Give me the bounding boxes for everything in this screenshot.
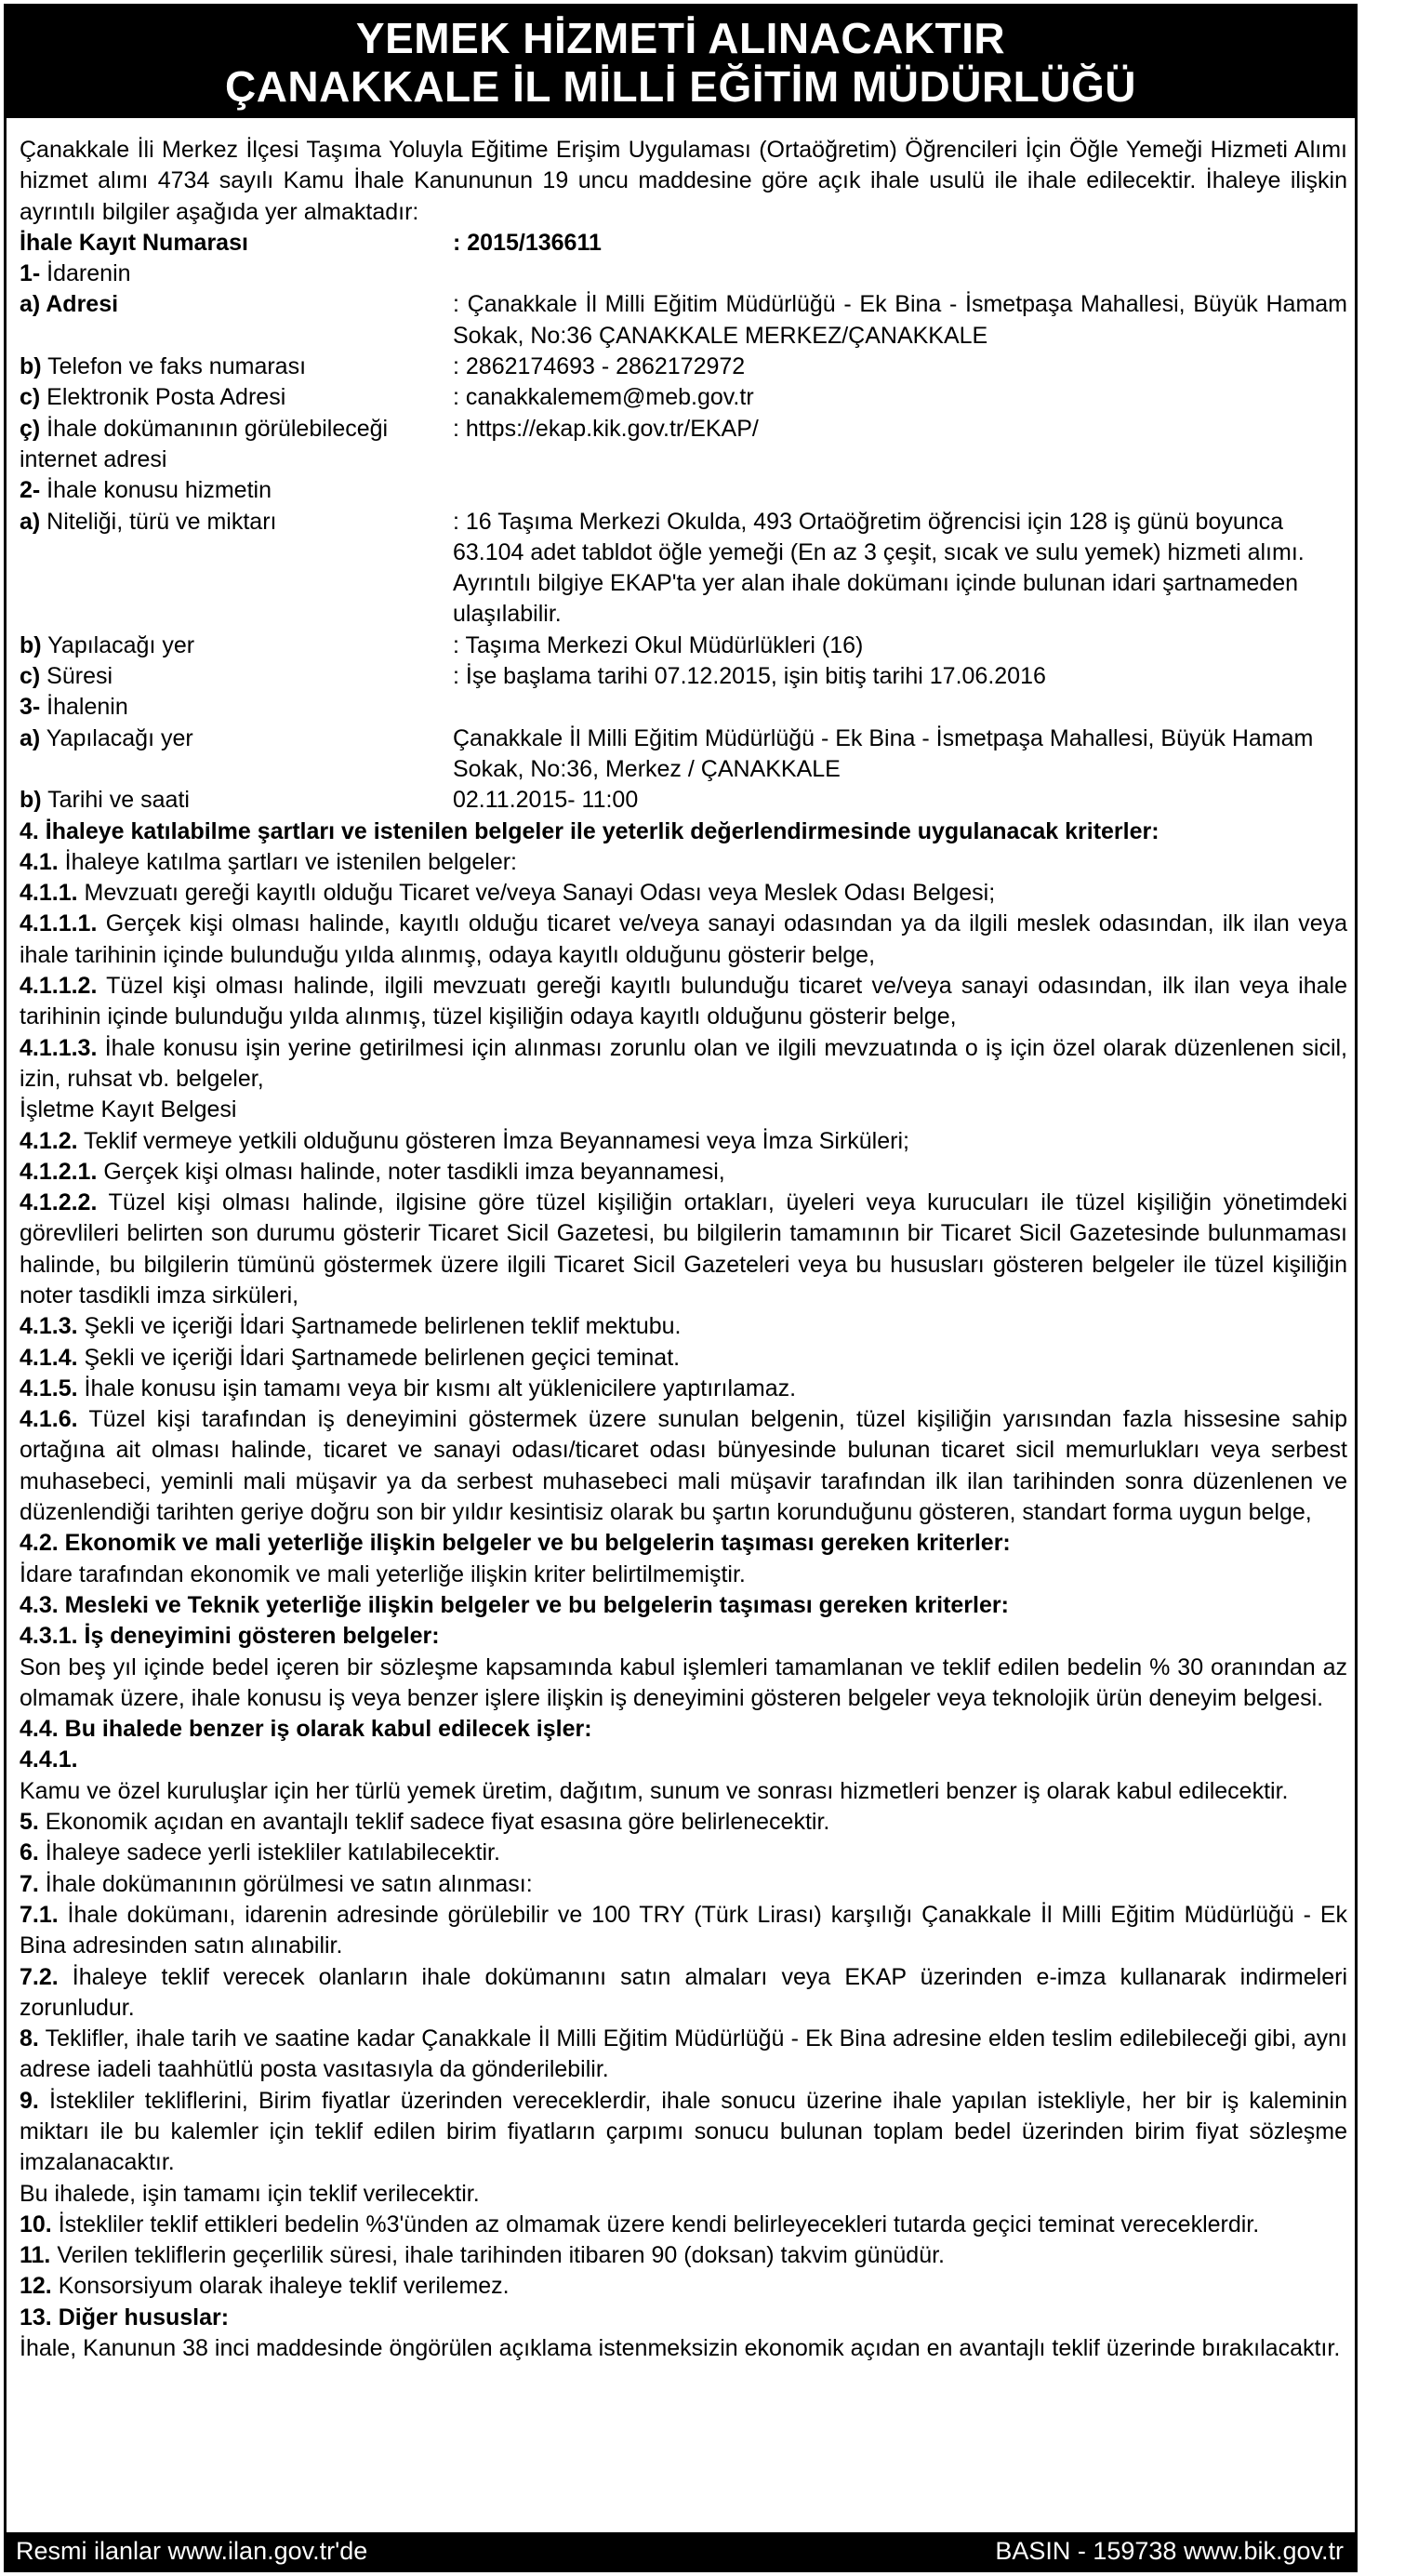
para-4-1-4-text: Şekli ve içeriği İdari Şartnamede belirlenen geçici teminat. bbox=[77, 1344, 681, 1371]
section-4-3-1-title: 4.3.1. İş deneyimini gösteren belgeler: bbox=[20, 1623, 440, 1650]
para-4-1-6-number: 4.1.6. bbox=[20, 1406, 78, 1433]
notice-title: YEMEK HİZMETİ ALINACAKTIR bbox=[355, 14, 1006, 62]
para-9-text: İstekliler tekliflerini, Birim fiyatlar üzerinden vereceklerdir, ihale sonucu üzerine ihale yapılan istekliyle, her bir iş kaleminin miktarı ile bu kalemler için teklif edilen birim fiyatların çarpımı sonucu bulunan toplam bedel üzerinden birim fiyat sözleşme imzalanacaktır. bbox=[20, 2087, 1347, 2176]
phone-label-letter: b) bbox=[20, 353, 42, 380]
email-label-text: Elektronik Posta Adresi bbox=[40, 384, 286, 411]
para-7-2 bbox=[20, 1962, 1347, 2025]
para-4-1-5-number: 4.1.5. bbox=[20, 1374, 78, 1401]
tender-date-label bbox=[20, 785, 453, 816]
para-4-1-1-3-number: 4.1.1.3. bbox=[20, 1034, 98, 1061]
para-12 bbox=[20, 2271, 1347, 2302]
para-10-text: İstekliler teklif ettikleri bedelin %3'ünden az olmamak üzere kendi belirleyecekleri tutarda geçici teminat vereceklerdir. bbox=[51, 2211, 1260, 2237]
para-4-1-5-text: İhale konusu işin tamamı veya bir kısmı alt yüklenicilere yaptırılamaz. bbox=[77, 1374, 797, 1401]
duration-letter: c) bbox=[20, 663, 41, 690]
tender-date-text: Tarihi ve saati bbox=[41, 787, 190, 814]
para-12-text: Konsorsiyum olarak ihaleye teklif verilemez. bbox=[51, 2273, 510, 2300]
website-row bbox=[20, 414, 1347, 476]
para-9-b: Bu ihalede, işin tamamı için teklif verilecektir. bbox=[20, 2180, 480, 2207]
para-4-1-2-2 bbox=[20, 1188, 1347, 1311]
para-7-1-text: İhale dokümanı, idarenin adresinde görülebilir ve 100 TRY (Türk Lirası) karşılığı Çanakkale İl Milli Eğitim Müdürlüğü - Ek Bina adresinden satın alınabilir. bbox=[20, 1901, 1347, 1959]
para-10-number: 10. bbox=[20, 2211, 52, 2237]
website-label-text: İhale dokümanının görülebileceği internet adresi bbox=[20, 415, 389, 472]
service-place-value: : Taşıma Merkezi Okul Müdürlükleri (16) bbox=[453, 631, 864, 658]
tender-date-value: 02.11.2015- 11:00 bbox=[453, 787, 639, 814]
para-6 bbox=[20, 1838, 1347, 1868]
section-2-title bbox=[20, 475, 1347, 506]
para-4-1-1-1-number: 4.1.1.1. bbox=[20, 910, 98, 937]
email-label-letter: c) bbox=[20, 384, 41, 411]
para-11-text: Verilen tekliflerin geçerlilik süresi, ihale tarihinden itibaren 90 (doksan) takvim günüdür. bbox=[50, 2242, 945, 2269]
tender-date-row bbox=[20, 785, 1347, 816]
para-11 bbox=[20, 2240, 1347, 2271]
tender-date-letter: b) bbox=[20, 787, 42, 814]
para-4-1-1-2-text: Tüzel kişi olması halinde, ilgili mevzuatı gereği kayıtlı bulunduğu ticaret ve/veya sanayi odasından, ilk ilan veya ihale tarihinin içinde bulunduğu yılda alınmış, tüzel kişiliğin odaya kayıtlı olduğunu gösterir belge, bbox=[20, 973, 1347, 1030]
ikn-value: : 2015/136611 bbox=[453, 229, 602, 256]
para-4-1-3 bbox=[20, 1311, 1347, 1342]
nature-value bbox=[453, 507, 1347, 631]
para-4-1-2-2-number: 4.1.2.2. bbox=[20, 1189, 98, 1216]
email-value: : canakkalemem@meb.gov.tr bbox=[453, 384, 754, 411]
para-5-text: Ekonomik açıdan en avantajlı teklif sadece fiyat esasına göre belirlenecektir. bbox=[38, 1809, 830, 1836]
duration-row bbox=[20, 661, 1347, 692]
para-4-1-1-3 bbox=[20, 1033, 1347, 1095]
section-3-number: 3- bbox=[20, 694, 41, 721]
para-7-1 bbox=[20, 1900, 1347, 1962]
para-4-1-1-2 bbox=[20, 971, 1347, 1033]
section-2-text: İhale konusu hizmetin bbox=[40, 477, 272, 504]
notice-frame bbox=[4, 4, 1358, 2572]
phone-label-text: Telefon ve faks numarası bbox=[41, 353, 307, 380]
section-4-2-title: 4.2. Ekonomik ve mali yeterliğe ilişkin belgeler ve bu belgelerin taşıması gereken kriterler: bbox=[20, 1530, 1011, 1557]
ikn-row bbox=[20, 228, 1347, 259]
section-3-text: İhalenin bbox=[40, 694, 128, 721]
para-4-1-2-1-number: 4.1.2.1. bbox=[20, 1158, 98, 1185]
para-4-1-1-1 bbox=[20, 909, 1347, 971]
service-place-text: Yapılacağı yer bbox=[41, 631, 195, 658]
para-4-1-3-text: Şekli ve içeriği İdari Şartnamede belirlenen teklif mektubu. bbox=[77, 1313, 682, 1340]
para-8-number: 8. bbox=[20, 2025, 39, 2052]
website-label-letter: ç) bbox=[20, 415, 41, 442]
para-4-1-2 bbox=[20, 1126, 1347, 1157]
para-6-text: İhaleye sadece yerli istekliler katılabilecektir. bbox=[38, 1839, 500, 1866]
para-4-1-1 bbox=[20, 878, 1347, 909]
nature-row bbox=[20, 507, 1347, 631]
tender-place-label bbox=[20, 724, 453, 786]
para-4-1-number: 4.1. bbox=[20, 848, 59, 875]
business-registration: İşletme Kayıt Belgesi bbox=[20, 1096, 237, 1123]
para-4-4-1: Kamu ve özel kuruluşlar için her türlü yemek üretim, dağıtım, sunum ve sonrası hizmetleri benzer iş olarak kabul edilecektir. bbox=[20, 1777, 1289, 1804]
para-11-number: 11. bbox=[20, 2242, 51, 2269]
nature-label-letter: a) bbox=[20, 508, 41, 535]
intro-paragraph: Çanakkale İli Merkez İlçesi Taşıma Yoluyla Eğitime Erişim Uygulaması (Ortaöğretim) Öğrencileri İçin Öğle Yemeği Hizmeti Alımı hizmet alımı 4734 sayılı Kamu İhale Kanununun 19 uncu maddesine göre açık ihale usulü ile ihale edilecektir. İhaleye ilişkin ayrıntılı bilgiler aşağıda yer almaktadır: bbox=[20, 137, 1347, 225]
service-place-label bbox=[20, 631, 453, 661]
para-4-1-2-2-text: Tüzel kişi olması halinde, ilgisine göre tüzel kişiliğin ortakları, üyeleri veya kurucuları ile tüzel kişiliğin yönetimdeki görevlileri belirten son durumu gösterir Ticaret Sicil Gazetesi, bu bilgilerin tamamının bir Ticaret Sicil Gazetesinde bulunmaması halinde, bu bilgilerin tümünü göstermek üzere ilgili Ticaret Sicil Gazeteleri veya bu hususları gösteren belgeler ile tüzel kişiliğin noter tasdikli imza sirküleri, bbox=[20, 1189, 1347, 1308]
duration-label bbox=[20, 661, 453, 692]
tender-place-row bbox=[20, 724, 1347, 786]
notice-header bbox=[7, 7, 1355, 118]
para-4-1-4-number: 4.1.4. bbox=[20, 1344, 78, 1371]
para-10 bbox=[20, 2210, 1347, 2240]
duration-text: Süresi bbox=[40, 663, 113, 690]
section-4-4-title: 4.4. Bu ihalede benzer iş olarak kabul edilecek işler: bbox=[20, 1716, 592, 1743]
para-7 bbox=[20, 1869, 1347, 1900]
tender-place-letter: a) bbox=[20, 724, 41, 751]
footer-left-text: Resmi ilanlar www.ilan.gov.tr'de bbox=[16, 2537, 368, 2565]
para-5-number: 5. bbox=[20, 1809, 39, 1836]
para-4-1-1-number: 4.1.1. bbox=[20, 880, 78, 907]
para-7-1-number: 7.1. bbox=[20, 1901, 59, 1928]
notice-body bbox=[20, 135, 1347, 2364]
para-9 bbox=[20, 2086, 1347, 2179]
nature-label bbox=[20, 507, 453, 631]
para-4-1-1-1-text: Gerçek kişi olması halinde, kayıtlı olduğu ticaret ve/veya sanayi odasından ya da ilgili meslek odasından, ilk ilan veya ihale tarihinin içinde bulunduğu yılda alınmış, odaya kayıtlı olduğunu gösterir belge, bbox=[20, 910, 1347, 968]
phone-value: : 2862174693 - 2862172972 bbox=[453, 353, 746, 380]
notice-subtitle: ÇANAKKALE İL MİLLİ EĞİTİM MÜDÜRLÜĞÜ bbox=[224, 62, 1137, 111]
section-13-title: 13. Diğer hususlar: bbox=[20, 2304, 230, 2330]
section-1-text: İdarenin bbox=[40, 260, 131, 287]
tender-place-value: Çanakkale İl Milli Eğitim Müdürlüğü - Ek Bina - İsmetpaşa Mahallesi, Büyük Hamam Sokak, No:36, Merkez / ÇANAKKALE bbox=[453, 724, 1314, 782]
para-4-1-6 bbox=[20, 1404, 1347, 1528]
para-4-1-2-text: Teklif vermeye yetkili olduğunu gösteren İmza Beyannamesi veya İmza Sirküleri; bbox=[77, 1127, 909, 1154]
para-5 bbox=[20, 1807, 1347, 1838]
tender-place-text: Yapılacağı yer bbox=[40, 724, 193, 751]
para-4-1-1-2-number: 4.1.1.2. bbox=[20, 973, 98, 1000]
para-7-number: 7. bbox=[20, 1870, 39, 1897]
para-13: İhale, Kanunun 38 inci maddesinde öngörülen açıklama istenmeksizin ekonomik açıdan en avantajlı teklif üzerinde bırakılacaktır. bbox=[20, 2335, 1341, 2362]
para-4-1 bbox=[20, 847, 1347, 878]
ikn-label: İhale Kayıt Numarası bbox=[20, 229, 248, 256]
para-7-text: İhale dokümanının görülmesi ve satın alınması: bbox=[38, 1870, 533, 1897]
section-1-title bbox=[20, 259, 1347, 289]
para-8-text: Teklifler, ihale tarih ve saatine kadar Çanakkale İl Milli Eğitim Müdürlüğü - Ek Bina adresine elden teslim edilebileceği gibi, aynı adrese iadeli taahhütlü posta vasıtasıyla da gönderilebilir. bbox=[20, 2025, 1347, 2083]
phone-row bbox=[20, 352, 1347, 382]
para-4-1-text: İhaleye katılma şartları ve istenilen belgeler: bbox=[58, 848, 518, 875]
para-4-1-4 bbox=[20, 1343, 1347, 1374]
para-4-1-2-1-text: Gerçek kişi olması halinde, noter tasdikli imza beyannamesi, bbox=[97, 1158, 725, 1185]
duration-value: : İşe başlama tarihi 07.12.2015, işin bitiş tarihi 17.06.2016 bbox=[453, 663, 1046, 690]
para-4-2: İdare tarafından ekonomik ve mali yeterliğe ilişkin kriter belirtilmemiştir. bbox=[20, 1560, 746, 1587]
para-9-number: 9. bbox=[20, 2087, 39, 2114]
para-4-1-2-1 bbox=[20, 1157, 1347, 1188]
para-4-3-1: Son beş yıl içinde bedel içeren bir sözleşme kapsamında kabul işlemleri tamamlanan ve teklif edilen bedelin % 30 oranından az olmamak üzere, ihale konusu iş veya benzer işlere ilişkin iş deneyimini gösteren belgeler veya teknolojik ürün deneyim belgesi. bbox=[20, 1653, 1347, 1711]
para-6-number: 6. bbox=[20, 1839, 39, 1866]
nature-value-line2: Ayrıntılı bilgiye EKAP'ta yer alan ihale dokümanı içinde bulunan idari şartnameden ulaşılabilir. bbox=[453, 570, 1299, 628]
website-label bbox=[20, 414, 453, 476]
para-8 bbox=[20, 2024, 1347, 2086]
para-12-number: 12. bbox=[20, 2273, 52, 2300]
section-4-4-1-number: 4.4.1. bbox=[20, 1746, 78, 1773]
phone-label bbox=[20, 352, 453, 382]
section-3-title bbox=[20, 692, 1347, 723]
section-4-title: 4. İhaleye katılabilme şartları ve istenilen belgeler ile yeterlik değerlendirmesinde uygulanacak kriterler: bbox=[20, 817, 1160, 844]
address-row bbox=[20, 289, 1347, 352]
para-4-1-2-number: 4.1.2. bbox=[20, 1127, 78, 1154]
website-value: : https://ekap.kik.gov.tr/EKAP/ bbox=[453, 415, 759, 442]
email-row bbox=[20, 382, 1347, 413]
para-4-1-1-text: Mevzuatı gereği kayıtlı olduğu Ticaret ve/veya Sanayi Odası veya Meslek Odası Belgesi; bbox=[77, 880, 996, 907]
section-1-number: 1- bbox=[20, 260, 41, 287]
para-7-2-number: 7.2. bbox=[20, 1963, 59, 1990]
section-2-number: 2- bbox=[20, 477, 41, 504]
email-label bbox=[20, 382, 453, 413]
address-value: : Çanakkale İl Milli Eğitim Müdürlüğü - Ek Bina - İsmetpaşa Mahallesi, Büyük Hamam Sokak, No:36 ÇANAKKALE MERKEZ/ÇANAKKALE bbox=[453, 291, 1347, 349]
para-4-1-1-3-text: İhale konusu işin yerine getirilmesi için alınması zorunlu olan ve ilgili mevzuatında o iş için özel olarak düzenlenen sicil, izin, ruhsat vb. belgeler, bbox=[20, 1034, 1347, 1092]
section-4-3-title: 4.3. Mesleki ve Teknik yeterliğe ilişkin belgeler ve bu belgelerin taşıması gereken kriterler: bbox=[20, 1591, 1009, 1618]
nature-value-line1: : 16 Taşıma Merkezi Okulda, 493 Ortaöğretim öğrencisi için 128 iş günü boyunca 63.104 adet tabldot öğle yemeği (En az 3 çeşit, sıcak ve sulu yemek) hizmeti alımı. bbox=[453, 508, 1305, 565]
service-place-row bbox=[20, 631, 1347, 661]
service-place-letter: b) bbox=[20, 631, 42, 658]
notice-footer bbox=[7, 2532, 1355, 2569]
nature-label-text: Niteliği, türü ve miktarı bbox=[40, 508, 277, 535]
para-4-1-3-number: 4.1.3. bbox=[20, 1313, 78, 1340]
address-label: a) Adresi bbox=[20, 291, 119, 318]
para-4-1-5 bbox=[20, 1374, 1347, 1404]
para-7-2-text: İhaleye teklif verecek olanların ihale dokümanını satın almaları veya EKAP üzerinden e-imza kullanarak indirmeleri zorunludur. bbox=[20, 1963, 1347, 2021]
footer-right-text: BASIN - 159738 www.bik.gov.tr bbox=[995, 2537, 1344, 2565]
para-4-1-6-text: Tüzel kişi tarafından iş deneyimini göstermek üzere sunulan belgenin, tüzel kişiliğin yarısından fazla hissesine sahip ortağına ait olması halinde, ticaret ve sanayi odası/ticaret odası bünyesinde bulunan ticaret sicil memurlukları veya serbest muhasebeci, yeminli mali müşavir ya da serbest muhasebeci mali müşavir tarafından ilk ilan tarihinden sonra düzenlenen ve düzenlendiği tarihten geriye doğru son bir yıldır kesintisiz olarak bu şartın korunduğunu gösteren, standart forma uygun belge, bbox=[20, 1406, 1347, 1526]
